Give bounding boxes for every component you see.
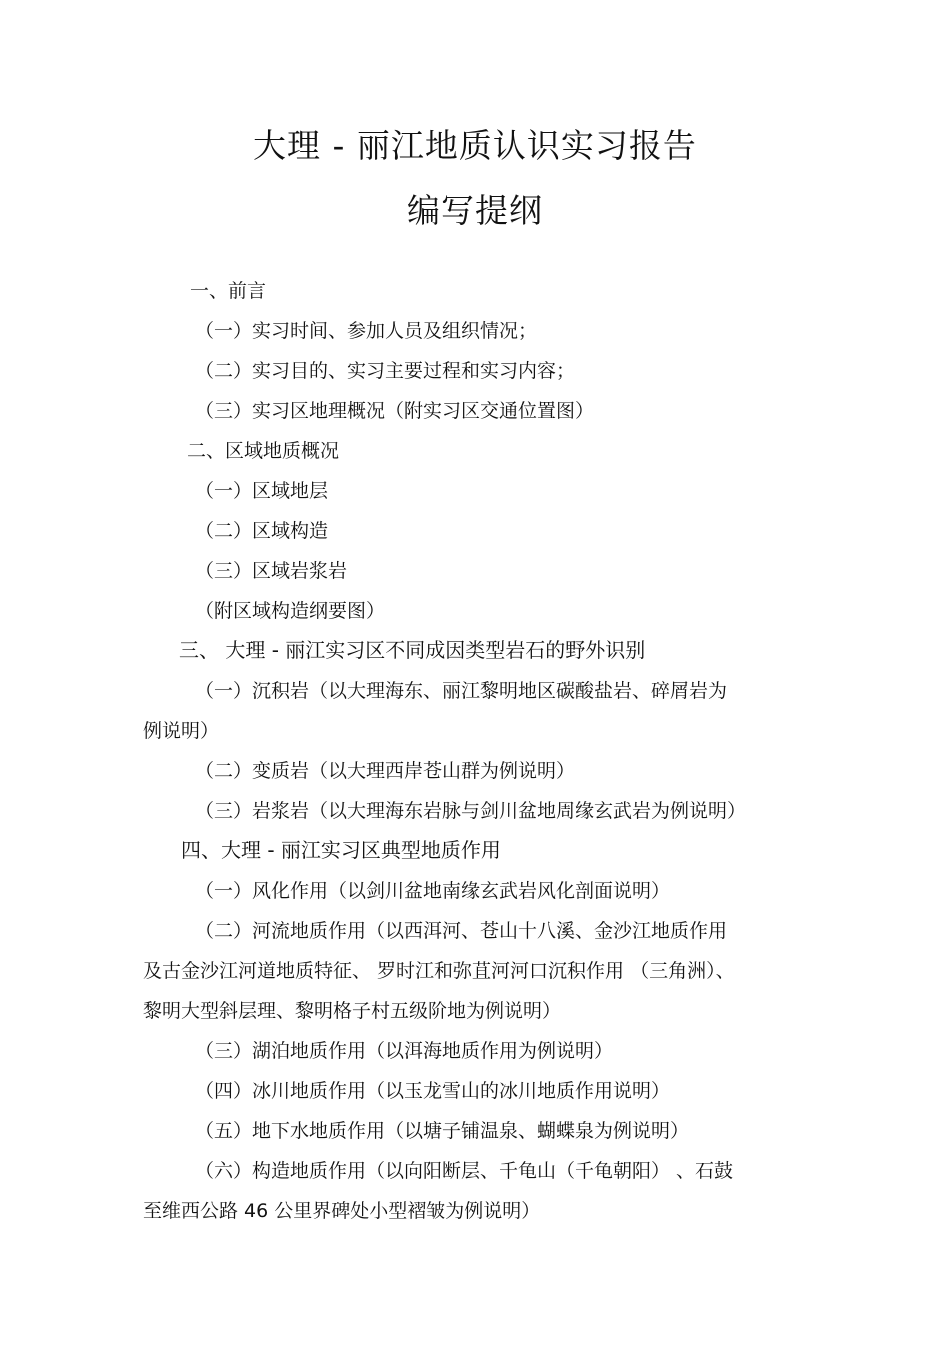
section-4-item-6-cont: 至维西公路 46 公里界碑处小型褶皱为例说明） <box>143 1200 541 1222</box>
section-1-heading: 一、前言 <box>190 280 267 302</box>
section-3-item-2: （二）变质岩（以大理西岸苍山群为例说明） <box>195 760 576 782</box>
section-4-item-2-cont-1: 及古金沙江河道地质特征、 罗时江和弥苴河河口沉积作用 （三角洲）、 <box>143 960 735 982</box>
section-4-item-4: （四）冰川地质作用（以玉龙雪山的冰川地质作用说明） <box>195 1080 671 1102</box>
section-4-item-5: （五）地下水地质作用（以塘子铺温泉、蝴蝶泉为例说明） <box>195 1120 690 1142</box>
section-3-item-1-cont: 例说明） <box>143 720 220 742</box>
section-4-item-2-cont-2: 黎明大型斜层理、黎明格子村五级阶地为例说明） <box>143 1000 562 1022</box>
section-3-item-1: （一）沉积岩（以大理海东、丽江黎明地区碳酸盐岩、碎屑岩为 <box>195 680 728 702</box>
section-1-item-3: （三）实习区地理概况（附实习区交通位置图） <box>195 400 595 422</box>
section-2-item-2: （二）区域构造 <box>195 520 329 542</box>
section-2-note: （附区域构造纲要图） <box>195 600 386 622</box>
document-title: 大理 - 丽江地质认识实习报告 <box>253 126 697 165</box>
section-4-item-2: （二）河流地质作用（以西洱河、苍山十八溪、金沙江地质作用 <box>195 920 728 942</box>
section-4-item-3: （三）湖泊地质作用（以洱海地质作用为例说明） <box>195 1040 614 1062</box>
section-3-item-3: （三）岩浆岩（以大理海东岩脉与剑川盆地周缘玄武岩为例说明） <box>195 800 747 822</box>
section-1-item-1: （一）实习时间、参加人员及组织情况； <box>195 320 538 342</box>
section-2-heading: 二、区域地质概况 <box>187 440 340 462</box>
section-2-item-1: （一）区域地层 <box>195 480 329 502</box>
section-3-heading: 三、 大理 - 丽江实习区不同成因类型岩石的野外识别 <box>179 638 646 662</box>
section-4-item-1: （一）风化作用（以剑川盆地南缘玄武岩风化剖面说明） <box>195 880 671 902</box>
document-subtitle: 编写提纲 <box>407 191 543 230</box>
section-4-item-6: （六）构造地质作用（以向阳断层、千龟山（千龟朝阳） 、石鼓 <box>195 1160 734 1182</box>
section-2-item-3: （三）区域岩浆岩 <box>195 560 348 582</box>
section-4-heading: 四、大理 - 丽江实习区典型地质作用 <box>181 838 501 862</box>
section-1-item-2: （二）实习目的、实习主要过程和实习内容； <box>195 360 576 382</box>
